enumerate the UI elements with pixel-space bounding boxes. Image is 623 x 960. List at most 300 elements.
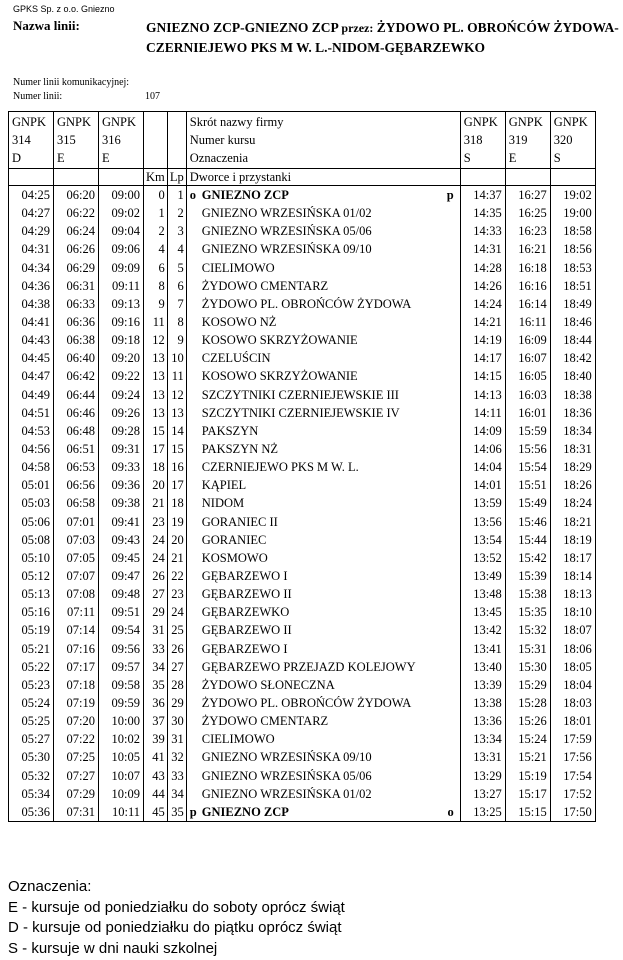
table-row [9,186,596,205]
return-time: 18:46 [550,313,595,331]
stop-cell [186,367,460,385]
return-time: 18:38 [550,386,595,404]
stop-name: PAKSZYN NŻ [201,442,279,457]
table-row [9,259,596,277]
return-time: 15:30 [505,658,550,676]
departure-time: 09:57 [99,658,144,676]
stop-number: 7 [167,295,186,313]
return-time: 17:54 [550,767,595,785]
stop-name: ŻYDOWO CMENTARZ [201,278,329,293]
return-time: 18:29 [550,458,595,476]
table-row [9,295,596,313]
return-time: 17:50 [550,803,595,822]
stop-name: CZELUŚCIN [201,351,271,366]
departure-time: 04:53 [9,422,54,440]
return-time: 15:21 [505,748,550,766]
stop-number: 2 [167,204,186,222]
return-time: 16:27 [505,186,550,205]
stop-number: 1 [167,186,186,205]
line-number-value: 107 [145,91,160,102]
stop-cell [186,658,460,676]
departure-time: 06:40 [54,349,99,367]
table-row [9,277,596,295]
departure-time: 04:47 [9,367,54,385]
table-row [9,676,596,694]
departure-time: 05:24 [9,694,54,712]
stop-name: ŻYDOWO PL. OBROŃCÓW ŻYDOWA [201,696,412,710]
table-row [9,585,596,603]
km-value: 17 [144,440,168,458]
return-time: 18:04 [550,676,595,694]
stop-number: 6 [167,277,186,295]
km-value: 23 [144,513,168,531]
return-time: 18:21 [550,513,595,531]
stop-number: 28 [167,676,186,694]
departure-time: 06:42 [54,367,99,385]
departure-time: 04:31 [9,240,54,258]
departure-time: 09:18 [99,331,144,349]
return-time: 14:28 [460,259,505,277]
return-time: 18:14 [550,567,595,585]
return-time: 18:36 [550,404,595,422]
stop-cell [186,549,460,567]
stop-number: 25 [167,621,186,639]
stop-marker-right: p [446,188,454,203]
km-value: 34 [144,658,168,676]
run-header: GNPK 320 S [550,112,595,169]
stop-cell [186,186,460,205]
departure-time: 04:29 [9,222,54,240]
table-row [9,240,596,258]
stop-cell [186,694,460,712]
return-time: 14:19 [460,331,505,349]
stop-number: 35 [167,803,186,822]
table-row [9,458,596,476]
departure-time: 09:31 [99,440,144,458]
return-time: 15:51 [505,476,550,494]
stop-cell [186,204,460,222]
return-time: 18:03 [550,694,595,712]
stop-number: 8 [167,313,186,331]
stop-cell [186,422,460,440]
stop-name: GĘBARZEWO I [201,641,288,656]
table-row [9,803,596,822]
stop-name: CZERNIEJEWO PKS M W. L. [201,460,359,475]
stop-number: 15 [167,440,186,458]
return-time: 15:54 [505,458,550,476]
departure-time: 05:16 [9,603,54,621]
stop-marker-right: o [447,804,454,819]
departure-time: 06:53 [54,458,99,476]
km-header: Km [144,169,168,186]
stop-number: 23 [167,585,186,603]
return-time: 13:42 [460,621,505,639]
stop-name: GĘBARZEWKO [201,605,290,620]
return-time: 13:36 [460,712,505,730]
return-time: 18:42 [550,349,595,367]
departure-time: 10:02 [99,730,144,748]
stop-name: GORANIEC [201,532,267,547]
departure-time: 04:27 [9,204,54,222]
return-time: 18:13 [550,585,595,603]
return-time: 18:01 [550,712,595,730]
stop-marker: o [189,188,196,203]
return-time: 15:31 [505,640,550,658]
departure-time: 09:02 [99,204,144,222]
departure-time: 06:20 [54,186,99,205]
departure-time: 05:01 [9,476,54,494]
departure-time: 06:38 [54,331,99,349]
return-time: 18:44 [550,331,595,349]
company-name: GPKS Sp. z o.o. Gniezno [13,4,115,14]
departure-time: 09:54 [99,621,144,639]
return-time: 18:07 [550,621,595,639]
stop-cell [186,240,460,258]
stop-name: NIDOM [201,496,245,511]
table-row [9,549,596,567]
departure-time: 04:43 [9,331,54,349]
km-value: 11 [144,313,168,331]
departure-time: 04:41 [9,313,54,331]
km-value: 36 [144,694,168,712]
departure-time: 07:17 [54,658,99,676]
departure-time: 07:11 [54,603,99,621]
table-row [9,222,596,240]
route-line-2: CZERNIEJEWO PKS M W. L.-NIDOM-GĘBARZEWKO [146,40,486,55]
departure-time: 09:58 [99,676,144,694]
km-value: 12 [144,331,168,349]
return-time: 16:05 [505,367,550,385]
stop-cell [186,603,460,621]
stop-cell [186,476,460,494]
return-time: 14:31 [460,240,505,258]
legend-item: E - kursuje od poniedziałku do soboty oprócz świąt [8,898,345,916]
return-time: 14:11 [460,404,505,422]
departure-time: 06:24 [54,222,99,240]
stop-cell [186,803,460,822]
stop-name: KOSOWO SKRZYŻOWANIE [201,369,358,384]
km-value: 6 [144,259,168,277]
departure-time: 04:38 [9,295,54,313]
table-row [9,386,596,404]
run-header: GNPK 319 E [505,112,550,169]
return-time: 16:11 [505,313,550,331]
return-time: 14:17 [460,349,505,367]
stop-name: ŻYDOWO CMENTARZ [201,714,329,729]
stop-name: SZCZYTNIKI CZERNIEJEWSKIE III [201,387,399,402]
return-time: 16:18 [505,259,550,277]
departure-time: 07:16 [54,640,99,658]
return-time: 13:59 [460,494,505,512]
stop-name: SZCZYTNIKI CZERNIEJEWSKIE IV [201,405,400,420]
departure-time: 07:29 [54,785,99,803]
km-value: 20 [144,476,168,494]
departure-time: 05:36 [9,803,54,822]
stop-number: 10 [167,349,186,367]
departure-time: 09:59 [99,694,144,712]
stops-header: Dworce i przystanki [186,169,460,186]
route-title [146,18,621,58]
return-time: 13:27 [460,785,505,803]
km-value: 45 [144,803,168,822]
km-value: 41 [144,748,168,766]
run-header: GNPK 316 E [99,112,144,169]
return-time: 15:19 [505,767,550,785]
departure-time: 05:32 [9,767,54,785]
stop-number: 32 [167,748,186,766]
stop-name: GNIEZNO WRZESIŃSKA 09/10 [201,750,372,765]
table-row [9,767,596,785]
stop-name: GORANIEC II [201,514,278,529]
route-line-1 [146,18,621,38]
stop-cell [186,712,460,730]
departure-time: 09:56 [99,640,144,658]
stop-cell [186,513,460,531]
table-row [9,476,596,494]
departure-time: 05:21 [9,640,54,658]
stop-number: 13 [167,404,186,422]
departure-time: 05:23 [9,676,54,694]
km-value: 43 [144,767,168,785]
departure-time: 07:22 [54,730,99,748]
table-row [9,658,596,676]
departure-time: 05:30 [9,748,54,766]
departure-time: 09:20 [99,349,144,367]
return-time: 13:40 [460,658,505,676]
stop-name: GNIEZNO WRZESIŃSKA 01/02 [201,206,372,221]
departure-time: 09:51 [99,603,144,621]
departure-time: 07:18 [54,676,99,694]
departure-time: 09:26 [99,404,144,422]
return-time: 13:54 [460,531,505,549]
stop-number: 31 [167,730,186,748]
stop-number: 14 [167,422,186,440]
return-time: 13:39 [460,676,505,694]
stop-cell [186,748,460,766]
return-time: 14:21 [460,313,505,331]
return-time: 14:35 [460,204,505,222]
departure-time: 07:25 [54,748,99,766]
departure-time: 06:33 [54,295,99,313]
return-time: 15:49 [505,494,550,512]
km-value: 18 [144,458,168,476]
legend-item: S - kursuje w dni nauki szkolnej [8,939,218,957]
departure-time: 07:08 [54,585,99,603]
return-time: 16:14 [505,295,550,313]
table-row [9,567,596,585]
table-row [9,603,596,621]
table-row [9,513,596,531]
return-time: 18:26 [550,476,595,494]
return-time: 15:38 [505,585,550,603]
stop-number: 17 [167,476,186,494]
return-time: 16:25 [505,204,550,222]
table-row [9,785,596,803]
comm-number-label: Numer linii komunikacyjnej: [13,77,130,88]
departure-time: 05:25 [9,712,54,730]
table-row [9,694,596,712]
departure-time: 07:01 [54,513,99,531]
km-value: 2 [144,222,168,240]
return-time: 17:59 [550,730,595,748]
return-time: 14:26 [460,277,505,295]
run-header: GNPK 315 E [54,112,99,169]
route-endpoints: GNIEZNO ZCP-GNIEZNO ZCP [146,20,339,35]
stop-cell [186,404,460,422]
departure-time: 09:47 [99,567,144,585]
return-time: 13:56 [460,513,505,531]
return-time: 13:31 [460,748,505,766]
km-value: 9 [144,295,168,313]
km-value: 21 [144,494,168,512]
lp-header: Lp [167,169,186,186]
departure-time: 06:58 [54,494,99,512]
departure-time: 07:14 [54,621,99,639]
return-time: 15:32 [505,621,550,639]
stop-cell [186,313,460,331]
table-row [9,367,596,385]
legend [8,877,345,959]
timetable-header [9,112,596,169]
stop-cell [186,349,460,367]
return-time: 13:29 [460,767,505,785]
stop-name: GNIEZNO ZCP [201,804,289,819]
return-time: 15:29 [505,676,550,694]
return-time: 13:52 [460,549,505,567]
return-time: 15:42 [505,549,550,567]
departure-time: 07:05 [54,549,99,567]
departure-time: 04:45 [9,349,54,367]
departure-time: 09:28 [99,422,144,440]
departure-time: 06:51 [54,440,99,458]
stop-cell [186,222,460,240]
return-time: 14:06 [460,440,505,458]
stop-number: 19 [167,513,186,531]
table-row [9,621,596,639]
table-row [9,331,596,349]
timetable [8,111,596,822]
table-row [9,204,596,222]
return-time: 14:37 [460,186,505,205]
departure-time: 06:26 [54,240,99,258]
return-time: 14:09 [460,422,505,440]
departure-time: 05:06 [9,513,54,531]
stop-cell [186,458,460,476]
stop-number: 34 [167,785,186,803]
return-time: 18:49 [550,295,595,313]
timetable-subheader [9,169,596,186]
departure-time: 05:03 [9,494,54,512]
stop-cell [186,259,460,277]
return-time: 16:03 [505,386,550,404]
stop-number: 33 [167,767,186,785]
return-time: 18:05 [550,658,595,676]
return-time: 19:02 [550,186,595,205]
stop-name: KOSMOWO [201,550,268,565]
departure-time: 09:09 [99,259,144,277]
table-row [9,712,596,730]
return-time: 18:31 [550,440,595,458]
route-via-label: przez: [341,21,374,35]
departure-time: 09:41 [99,513,144,531]
departure-time: 09:36 [99,476,144,494]
return-time: 18:58 [550,222,595,240]
return-time: 15:44 [505,531,550,549]
stop-name: GĘBARZEWO II [201,623,292,638]
departure-time: 09:13 [99,295,144,313]
line-name-label: Nazwa linii: [13,18,80,33]
stop-cell [186,331,460,349]
departure-time: 06:56 [54,476,99,494]
table-row [9,404,596,422]
table-row [9,440,596,458]
stop-number: 11 [167,367,186,385]
return-time: 16:09 [505,331,550,349]
departure-time: 04:56 [9,440,54,458]
departure-time: 07:19 [54,694,99,712]
legend-item: D - kursuje od poniedziałku do piątku oprócz świąt [8,919,342,936]
departure-time: 09:33 [99,458,144,476]
return-time: 18:10 [550,603,595,621]
stop-cell [186,621,460,639]
return-time: 13:34 [460,730,505,748]
header-labels: Skrót nazwy firmy Numer kursu Oznaczenia [186,112,460,169]
stop-name: CIELIMOWO [201,732,275,747]
departure-time: 09:24 [99,386,144,404]
comm-number-row [13,77,129,88]
return-time: 14:33 [460,222,505,240]
return-time: 13:38 [460,694,505,712]
return-time: 18:06 [550,640,595,658]
stop-number: 24 [167,603,186,621]
departure-time: 09:06 [99,240,144,258]
departure-time: 09:00 [99,186,144,205]
stop-cell [186,531,460,549]
return-time: 15:17 [505,785,550,803]
stop-name: GNIEZNO WRZESIŃSKA 05/06 [201,224,372,239]
stop-cell [186,494,460,512]
return-time: 16:01 [505,404,550,422]
stop-name: GNIEZNO WRZESIŃSKA 01/02 [201,786,372,801]
stop-name: KOSOWO NŻ [201,315,277,330]
departure-time: 10:11 [99,803,144,822]
return-time: 15:59 [505,422,550,440]
stop-cell [186,640,460,658]
departure-time: 09:45 [99,549,144,567]
km-value: 35 [144,676,168,694]
stop-number: 9 [167,331,186,349]
stop-cell [186,277,460,295]
departure-time: 06:48 [54,422,99,440]
departure-time: 05:27 [9,730,54,748]
km-value: 24 [144,531,168,549]
stop-number: 16 [167,458,186,476]
km-value: 27 [144,585,168,603]
return-time: 15:46 [505,513,550,531]
return-time: 13:41 [460,640,505,658]
departure-time: 07:20 [54,712,99,730]
stop-number: 30 [167,712,186,730]
km-value: 24 [144,549,168,567]
stop-name: KOSOWO SKRZYŻOWANIE [201,333,358,348]
return-time: 15:15 [505,803,550,822]
departure-time: 05:12 [9,567,54,585]
km-value: 1 [144,204,168,222]
timetable-body [9,186,596,822]
line-number-row [13,91,160,102]
departure-time: 10:07 [99,767,144,785]
departure-time: 06:29 [54,259,99,277]
